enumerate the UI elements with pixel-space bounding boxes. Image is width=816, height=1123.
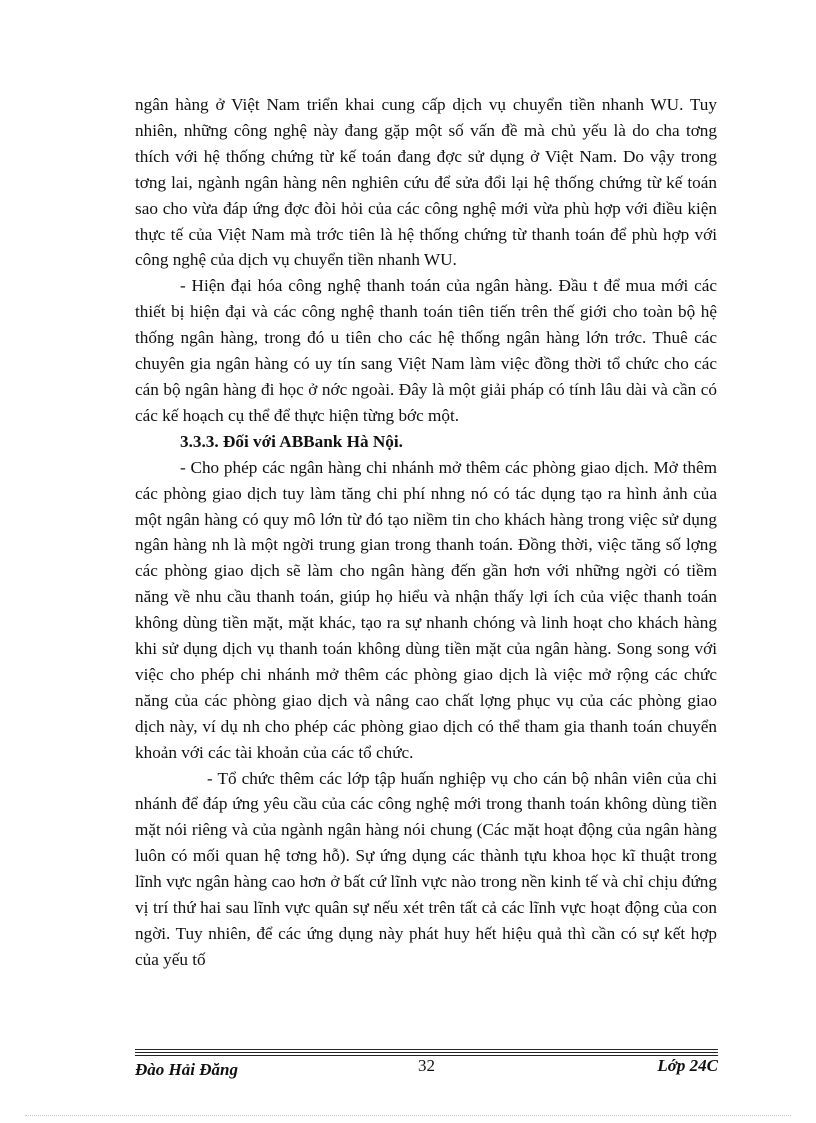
- footer-author: Đào Hải Đăng: [135, 1060, 238, 1079]
- paragraph-continuation: ngân hàng ở Việt Nam triển khai cung cấp dịch vụ chuyển tiền nhanh WU. Tuy nhiên, những công nghệ này đang gặp một số vấn đề mà chủ yếu là do cha tơng thích với hệ thống chứng từ kế toán đang đợc sử dụng ở Việt Nam. Do vậy trong tơng lai, ngành ngân hàng nên nghiên cứu để sửa đổi lại hệ thống chứng từ kế toán sao cho vừa đáp ứng đợc đòi hỏi của các công nghệ mới vừa phù hợp với điều kiện thực tế của Việt Nam mà trớc tiên là hệ thống chứng từ thanh toán để phù hợp với công nghệ của dịch vụ chuyển tiền nhanh WU.: [135, 95, 717, 270]
- footer-rule: [135, 1052, 718, 1053]
- page-bottom-border: [25, 1115, 791, 1116]
- page-footer: [135, 1054, 718, 1080]
- paragraph-branch-offices: - Cho phép các ngân hàng chi nhánh mở thêm các phòng giao dịch. Mở thêm các phòng giao dịch tuy làm tăng chi phí nhng nó có tác dụng tạo ra hình ảnh của một ngân hàng có quy mô lớn từ đó tạo niềm tin cho khách hàng trong việc sử dụng ngân hàng nh là một ngời trung gian trong thanh toán. Đồng thời, việc tăng số lợng các phòng giao dịch sẽ làm cho ngân hàng đến gần hơn với những ngời có tiềm năng về nhu cầu thanh toán, giúp họ hiểu và nhận thấy lợi ích của việc thanh toán không dùng tiền mặt, mặt khác, tạo ra sự nhanh chóng và linh hoạt cho khách hàng khi sử dụng dịch vụ thanh toán không dùng tiền mặt của ngân hàng. Song song với việc cho phép chi nhánh mở thêm các phòng giao dịch là việc mở rộng các chức năng của các phòng giao dịch và nâng cao chất lợng phục vụ của các phòng giao dịch này, ví dụ nh cho phép các phòng giao dịch có thể tham gia thanh toán chuyển khoản với các tài khoản của các tổ chức.: [135, 457, 717, 762]
- paragraph-payment-technology: - Hiện đại hóa công nghệ thanh toán của ngân hàng. Đầu t để mua mới các thiết bị hiện đại và các công nghệ thanh toán tiên tiến trên thế giới cho toàn bộ hệ thống ngân hàng, trong đó u tiên cho các hệ thống ngân hàng lớn trớc. Thuê các chuyên gia ngân hàng có uy tín sang Việt Nam làm việc đồng thời tổ chức cho các cán bộ ngân hàng đi học ở nớc ngoài. Đây là một giải pháp có tính lâu dài và cần có các kế hoạch cụ thể để thực hiện từng bớc một.: [135, 276, 717, 425]
- paragraph-staff-training: - Tổ chức thêm các lớp tập huấn nghiệp vụ cho cán bộ nhân viên của chi nhánh để đáp ứng yêu cầu của các công nghệ mới trong thanh toán không dùng tiền mặt nói riêng và của ngành ngân hàng nói chung (Các mặt hoạt động của ngân hàng luôn có mối quan hệ tơng hỗ). Sự ứng dụng các thành tựu khoa học kĩ thuật trong lĩnh vực ngân hàng cao hơn ở bất cứ lĩnh vực nào trong nền kinh tế và chỉ chịu đứng vị trí thứ hai sau lĩnh vực quân sự nếu xét trên tất cả các lĩnh vực hoạt động của con ngời. Tuy nhiên, để các ứng dụng này phát huy hết hiệu quả thì cần có sự kết hợp của yếu tố: [135, 768, 717, 969]
- page-number: 32: [418, 1056, 435, 1075]
- footer-class-label: Lớp 24C: [657, 1056, 718, 1075]
- body-text: [135, 92, 717, 1037]
- footer-rule: [135, 1049, 718, 1050]
- section-heading: 3.3.3. Đối với ABBank Hà Nội.: [180, 431, 403, 451]
